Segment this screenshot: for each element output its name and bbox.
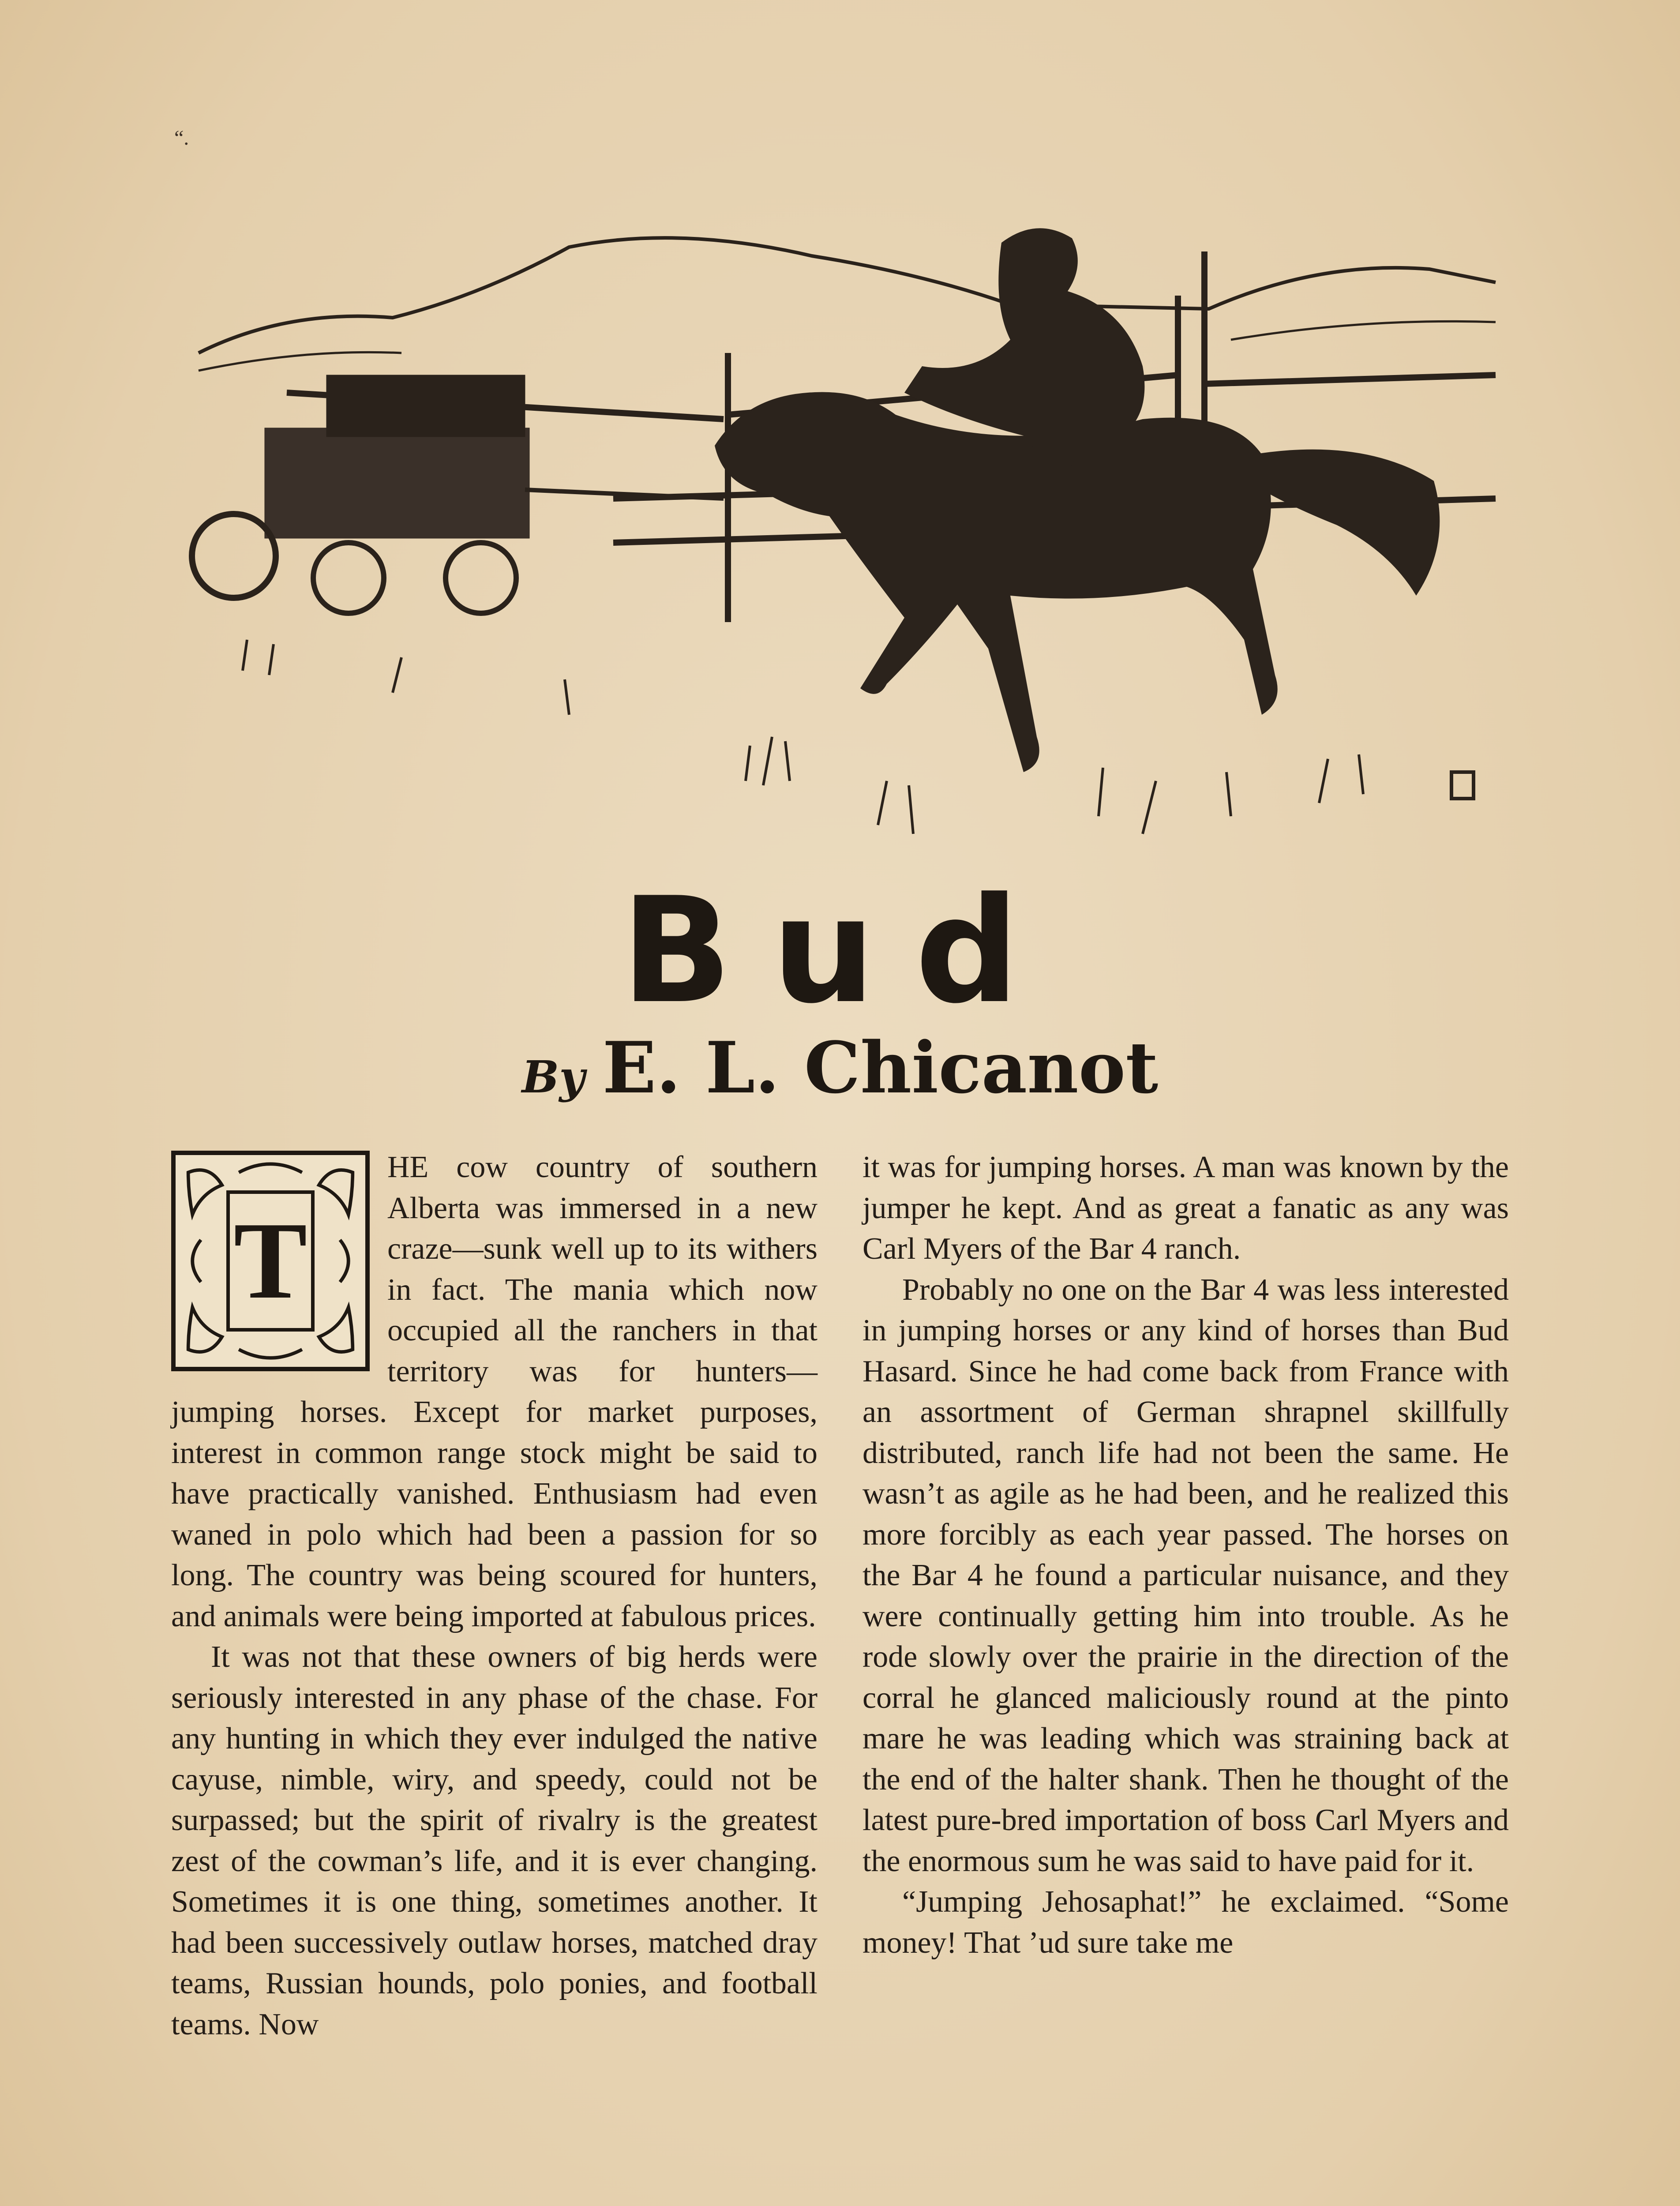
paragraph: Probably no one on the Bar 4 was less interested in jumping horses or any kind of horses than Bud Hasard. Since he had come back from France with an assortment of German shrapnel skillfully distributed, ranch life had not been the same. He wasn’t as agile as he had been, and he realized this more forcibly as each year passed. The horses on the Bar 4 he found a particular nuisance, and they were continually getting him into trouble. As he rode slowly over the prairie in the direction of the corral he glanced maliciously round at the pinto mare he was leading which was straining back at the end of the halter shank. Then he thought of the latest pure-bred importation of boss Carl Myers and the enormous sum he was said to have paid for it. bbox=[862, 1272, 1509, 1878]
byline-by: By bbox=[521, 1051, 585, 1103]
text-column-right bbox=[862, 1147, 1509, 1963]
byline bbox=[0, 1026, 1680, 1109]
corner-mark: “. bbox=[174, 126, 189, 150]
drop-cap-letter: T bbox=[226, 1190, 315, 1332]
paragraph: it was for jumping horses. A man was known by the jumper he kept. And as great a fanatic as any was Carl Myers of the Bar 4 ranch. bbox=[862, 1150, 1509, 1266]
paragraph: HE cow country of southern Alberta was immersed in a new craze—sunk well up to its withers in fact. The mania which now occupied all the ranchers in that territory was for hunters—jumping horses. Except for market purposes, interest in common range stock might be said to have practically vanished. Enthusiasm had even waned in polo which had been a passion for so long. The country was being scoured for hunters, and animals were being imported at fabulous prices. bbox=[171, 1150, 818, 1633]
drop-cap bbox=[171, 1151, 370, 1371]
author-name: E. L. Chicanot bbox=[602, 1026, 1159, 1109]
paragraph: “Jumping Jehosaphat!” he exclaimed. “Some money! That ’ud sure take me bbox=[862, 1885, 1509, 1960]
story-title: Bud bbox=[621, 866, 1059, 1035]
rider-illustration bbox=[172, 207, 1522, 913]
paragraph: It was not that these owners of big herds were seriously interested in any phase of the chase. For any hunting in which they ever indulged the native cayuse, nimble, wiry, and speedy, could not be surpassed; but the spirit of rivalry is the greatest zest of the cowman’s life, and it is ever changing. Sometimes it is one thing, sometimes another. It had been successively outlaw horses, matched dray teams, Russian hounds, polo ponies, and football teams. Now bbox=[171, 1640, 818, 2041]
text-column-left bbox=[171, 1147, 818, 2045]
